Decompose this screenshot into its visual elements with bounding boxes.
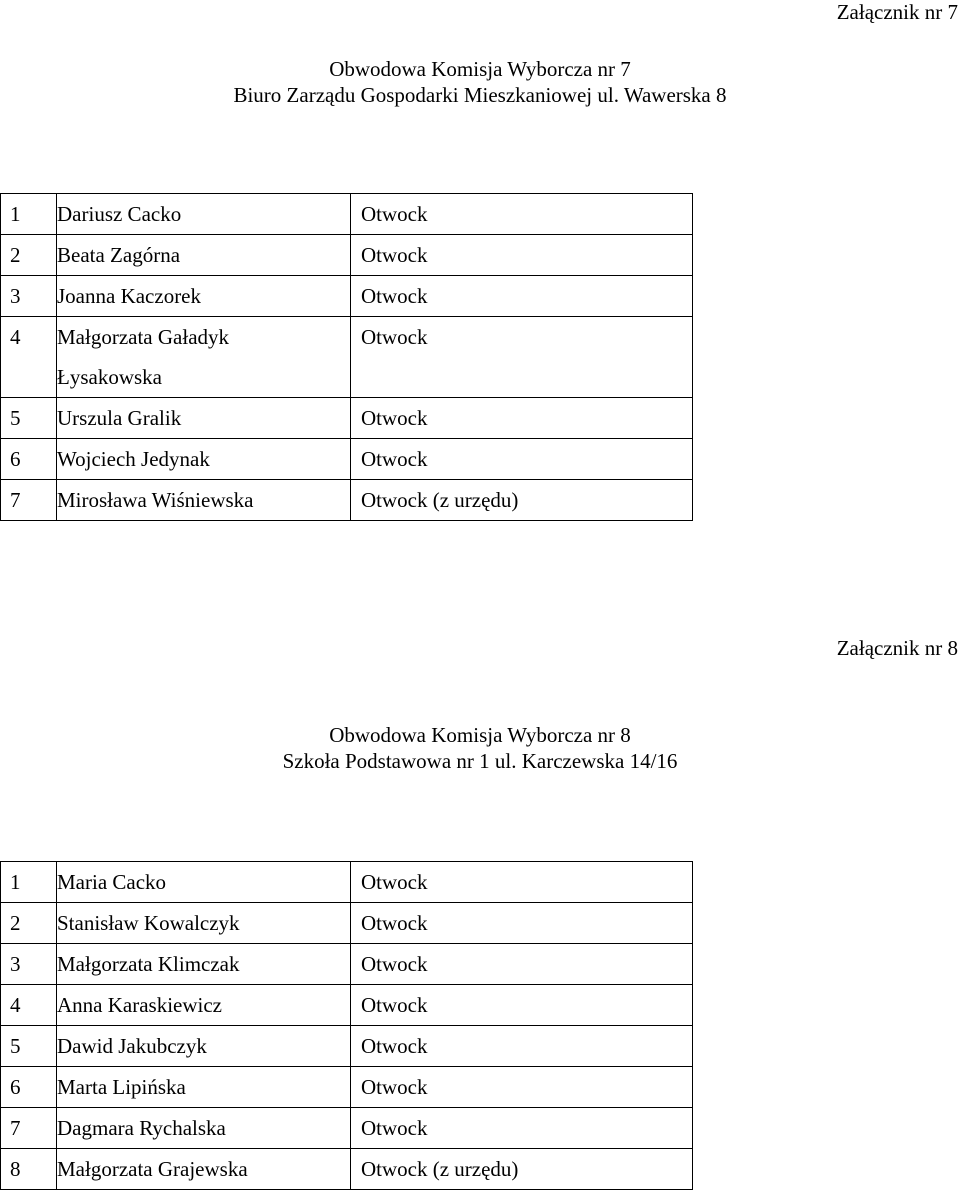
table-row bbox=[1, 194, 693, 235]
member-city: Otwock bbox=[351, 1026, 693, 1067]
commission-title: Obwodowa Komisja Wyborcza nr 7 bbox=[329, 57, 631, 81]
member-name: Joanna Kaczorek bbox=[57, 276, 351, 317]
table-row bbox=[1, 480, 693, 521]
member-city: Otwock bbox=[351, 194, 693, 235]
member-city: Otwock bbox=[351, 903, 693, 944]
table-row bbox=[1, 1108, 693, 1149]
commission-location: Szkoła Podstawowa nr 1 ul. Karczewska 14/16 bbox=[282, 749, 678, 773]
commission-title: Obwodowa Komisja Wyborcza nr 8 bbox=[329, 723, 631, 747]
table-row bbox=[1, 235, 693, 276]
table-row bbox=[1, 398, 693, 439]
commission-heading bbox=[0, 56, 960, 108]
member-city: Otwock bbox=[351, 862, 693, 903]
member-name: Anna Karaskiewicz bbox=[57, 985, 351, 1026]
member-name: Dawid Jakubczyk bbox=[57, 1026, 351, 1067]
member-name: Dariusz Cacko bbox=[57, 194, 351, 235]
member-city: Otwock bbox=[351, 1067, 693, 1108]
member-number: 4 bbox=[1, 317, 57, 398]
member-name: Mirosława Wiśniewska bbox=[57, 480, 351, 521]
table-row bbox=[1, 944, 693, 985]
table-row bbox=[1, 1026, 693, 1067]
member-name: Stanisław Kowalczyk bbox=[57, 903, 351, 944]
table-row bbox=[1, 439, 693, 480]
table-row bbox=[1, 1149, 693, 1190]
member-number: 6 bbox=[1, 439, 57, 480]
attachment-label: Załącznik nr 8 bbox=[836, 636, 958, 660]
member-number: 1 bbox=[1, 862, 57, 903]
table-row bbox=[1, 903, 693, 944]
commission-heading bbox=[0, 722, 960, 774]
member-city: Otwock bbox=[351, 1108, 693, 1149]
table-row bbox=[1, 862, 693, 903]
table-row bbox=[1, 1067, 693, 1108]
member-number: 5 bbox=[1, 398, 57, 439]
member-number: 3 bbox=[1, 944, 57, 985]
member-city: Otwock bbox=[351, 276, 693, 317]
member-city: Otwock (z urzędu) bbox=[351, 1149, 693, 1190]
members-table bbox=[0, 861, 693, 1190]
member-city: Otwock bbox=[351, 985, 693, 1026]
member-name: Urszula Gralik bbox=[57, 398, 351, 439]
member-name: Małgorzata Grajewska bbox=[57, 1149, 351, 1190]
member-city: Otwock bbox=[351, 439, 693, 480]
attachment-label: Załącznik nr 7 bbox=[836, 0, 958, 24]
member-city: Otwock (z urzędu) bbox=[351, 480, 693, 521]
member-number: 6 bbox=[1, 1067, 57, 1108]
member-name: Małgorzata Klimczak bbox=[57, 944, 351, 985]
member-number: 3 bbox=[1, 276, 57, 317]
member-name: Marta Lipińska bbox=[57, 1067, 351, 1108]
member-name: Maria Cacko bbox=[57, 862, 351, 903]
member-name-continued: Łysakowska bbox=[57, 365, 162, 389]
member-number: 2 bbox=[1, 235, 57, 276]
member-city: Otwock bbox=[351, 944, 693, 985]
table-row bbox=[1, 276, 693, 317]
member-number: 5 bbox=[1, 1026, 57, 1067]
members-table bbox=[0, 193, 693, 521]
member-city: Otwock bbox=[351, 398, 693, 439]
table-row bbox=[1, 317, 693, 398]
member-number: 7 bbox=[1, 480, 57, 521]
member-name-cell bbox=[57, 317, 351, 398]
member-name: Wojciech Jedynak bbox=[57, 439, 351, 480]
member-name: Dagmara Rychalska bbox=[57, 1108, 351, 1149]
member-number: 7 bbox=[1, 1108, 57, 1149]
member-name: Beata Zagórna bbox=[57, 235, 351, 276]
member-city: Otwock bbox=[351, 317, 693, 398]
commission-location: Biuro Zarządu Gospodarki Mieszkaniowej ul. Wawerska 8 bbox=[233, 83, 727, 107]
member-number: 8 bbox=[1, 1149, 57, 1190]
table-row bbox=[1, 985, 693, 1026]
member-number: 1 bbox=[1, 194, 57, 235]
member-number: 2 bbox=[1, 903, 57, 944]
member-number: 4 bbox=[1, 985, 57, 1026]
member-name: Małgorzata Gaładyk bbox=[57, 325, 230, 349]
member-city: Otwock bbox=[351, 235, 693, 276]
